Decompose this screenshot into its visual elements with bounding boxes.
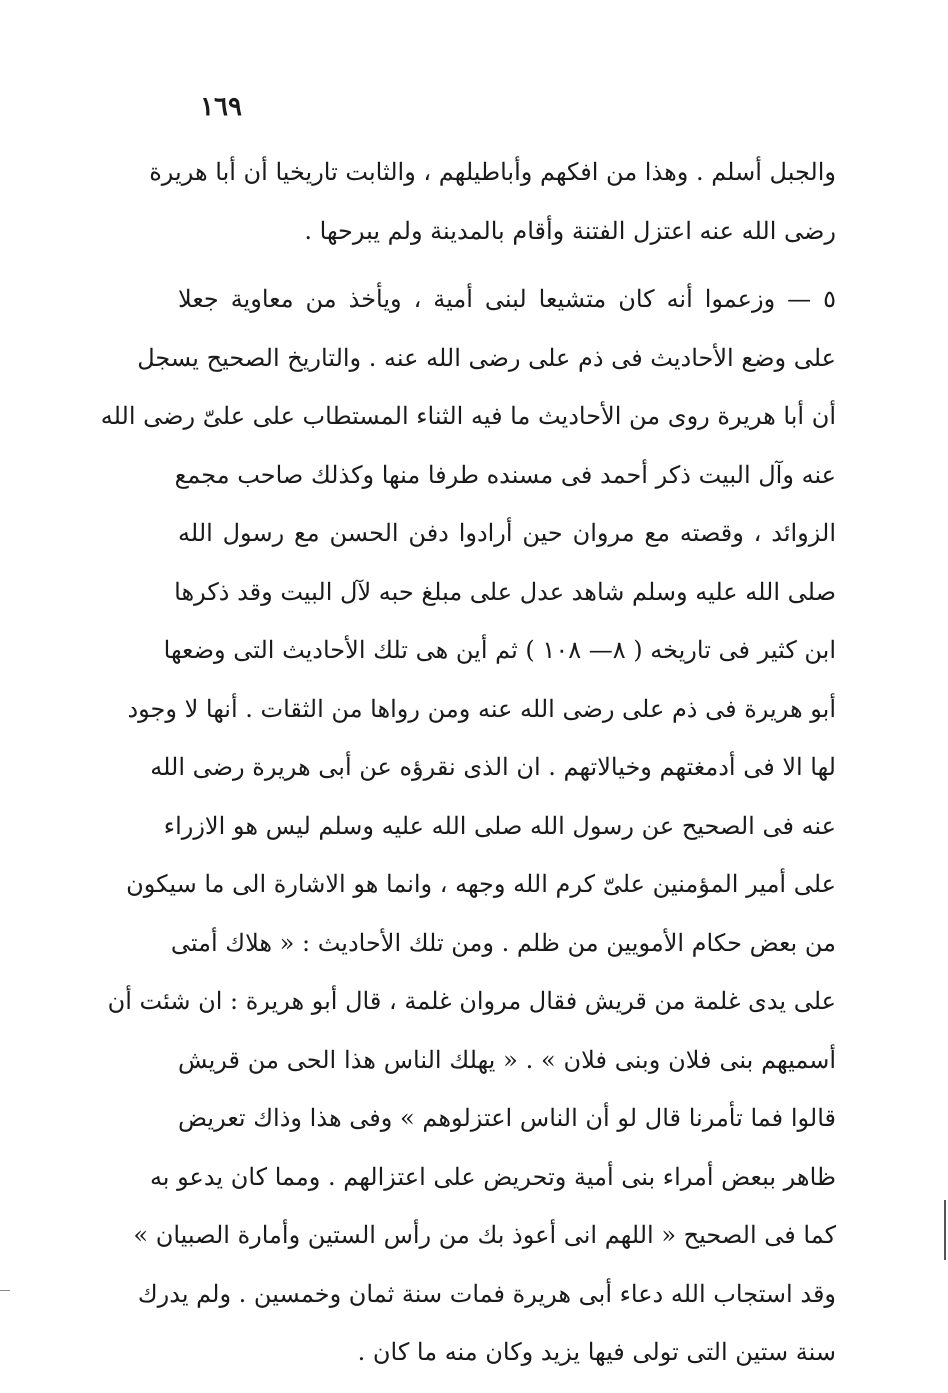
text-line: على وضع الأحاديث فى ذم على رضى الله عنه . والتاريخ الصحيح يسجل — [137, 343, 836, 372]
text-line: ٥ — وزعموا أنه كان متشيعا لبنى أمية ، ويأخذ من معاوية جعلا — [178, 285, 836, 313]
text-line: أبو هريرة فى ذم على رضى الله عنه ومن رواها من الثقات . أنها لا وجود — [127, 694, 836, 723]
text-line: أسميهم بنى فلان وبنى فلان » . « يهلك الناس هذا الحى من قريش — [178, 1045, 836, 1074]
paragraph-2 — [100, 270, 836, 1382]
text-line: وقد استجاب الله دعاء أبى هريرة فمات سنة ثمان وخمسين . ولم يدرك — [137, 1279, 836, 1308]
paragraph-1 — [149, 143, 836, 260]
text-line: صلى الله عليه وسلم شاهد عدل على مبلغ حبه لآل البيت وقد ذكرها — [174, 577, 836, 606]
text-line: عنه فى الصحيح عن رسول الله صلى الله عليه وسلم ليس هو الازراء — [163, 811, 836, 840]
text-line: الزوائد ، وقصته مع مروان حين أرادوا دفن الحسن مع رسول الله — [178, 519, 836, 547]
text-line: أن أبا هريرة روى من الأحاديث ما فيه الثناء المستطاب على علىّ رضى الله — [100, 402, 836, 430]
text-line: رضى الله عنه اعتزل الفتنة وأقام بالمدينة ولم يبرحها . — [304, 216, 836, 245]
text-line: ظاهر ببعض أمراء بنى أمية وتحريض على اعتزالهم . ومما كان يدعو به — [149, 1162, 836, 1191]
text-line: ابن كثير فى تاريخه ( ٨— ١٠٨ ) ثم أين هى تلك الأحاديث التى وضعها — [163, 636, 836, 664]
text-line: على أمير المؤمنين علىّ كرم الله وجهه ، وانما هو الاشارة الى ما سيكون — [126, 870, 836, 898]
text-line: كما فى الصحيح « اللهم انى أعوذ بك من رأس الستين وأمارة الصبيان » — [133, 1221, 836, 1249]
text-line: سنة ستين التى تولى فيها يزيد وكان منه ما كان . — [357, 1338, 836, 1366]
text-line: من بعض حكام الأمويين من ظلم . ومن تلك الأحاديث : « هلاك أمتى — [170, 928, 836, 957]
page-number: ١٦٩ — [200, 92, 242, 122]
scan-edge-mark — [944, 1200, 946, 1260]
text-line: والجبل أسلم . وهذا من افكهم وأباطيلهم ، والثابت تاريخيا أن أبا هريرة — [149, 158, 836, 186]
scan-corner-mark — [0, 1290, 10, 1291]
text-line: قالوا فما تأمرنا قال لو أن الناس اعتزلوهم » وفى هذا وذاك تعريض — [178, 1104, 836, 1132]
text-line: لها الا فى أدمغتهم وخيالاتهم . ان الذى نقرؤه عن أبى هريرة رضى الله — [150, 753, 836, 781]
text-line: عنه وآل البيت ذكر أحمد فى مسنده طرفا منها وكذلك صاحب مجمع — [174, 460, 836, 489]
text-line: على يدى غلمة من قريش فقال مروان غلمة ، قال أبو هريرة : ان شئت أن — [107, 987, 836, 1015]
